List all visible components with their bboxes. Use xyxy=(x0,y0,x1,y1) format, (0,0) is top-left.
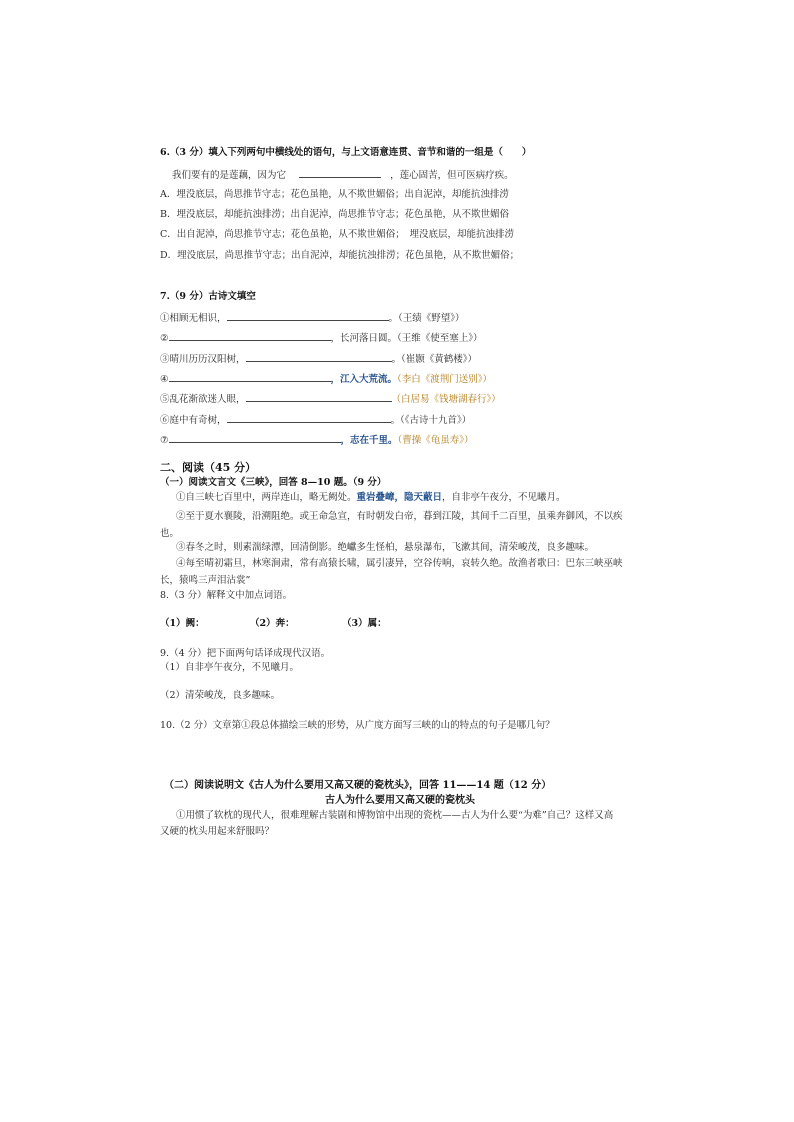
q7-line-4-given: ，江入大荒流。 xyxy=(330,374,398,385)
article-paragraph-1b: 又硬的枕头用起来舒服吗？ xyxy=(160,826,275,837)
q8-item-1: （1）阙： xyxy=(160,618,205,629)
q7-line-7-source: （曹操《龟虽寿》） xyxy=(397,435,474,446)
q7-line-3-blank xyxy=(246,352,392,362)
q7-line-5-pre: ⑤乱花渐欲迷人眼， xyxy=(160,394,246,405)
q7-line-1-blank xyxy=(227,311,389,321)
passage-p1-a: ①自三峡七百里中，两岸连山，略无阙处。 xyxy=(176,492,357,503)
q6-stem: 6.（3 分）填入下列两句中横线处的语句，与上文语意连贯、音节和谐的一组是（ ） xyxy=(160,147,532,158)
q9-sentence-1: （1）自非亭午夜分，不见曦月。 xyxy=(160,662,300,673)
q7-line-2-blank xyxy=(169,331,331,341)
q7-line-7-given: ，志在千里。 xyxy=(340,435,398,446)
passage-paragraph-2b: 也。 xyxy=(160,528,180,539)
passage-paragraph-1 xyxy=(176,492,566,504)
q7-title-text: 7.（9 分）古诗文填空 xyxy=(160,291,256,302)
q6-option-d: D．埋没底层，尚思推节守志；出自泥淖，却能抗浊排涝；花色虽艳，从不欺世媚俗； xyxy=(160,250,520,261)
q7-title xyxy=(160,291,256,303)
q7-line-6-pre: ⑥庭中有奇树， xyxy=(160,415,227,426)
q7-line-2 xyxy=(160,331,483,345)
q9-sentence-2: （2）清荣峻茂，良多趣味。 xyxy=(160,690,281,701)
passage-p1-emphasis: 重岩叠嶂，隐天蔽日 xyxy=(356,492,443,503)
passage-paragraph-2a: ②至于夏水襄陵，沿溯阻绝。或王命急宣，有时朝发白帝，暮到江陵，其间千二百里，虽乘奔御风，不以疾 xyxy=(176,511,623,522)
q7-line-1 xyxy=(160,311,465,325)
q8-item-2: （2）奔： xyxy=(250,618,295,629)
q7-line-5-blank xyxy=(246,392,392,402)
q8-stem: 8.（3 分）解释文中加点词语。 xyxy=(160,590,293,601)
q7-line-6-post: 。（《古诗十九首》） xyxy=(390,415,472,426)
q7-line-4-pre: ④ xyxy=(160,374,169,385)
q6-option-c: C．出自泥淖，尚思推节守志；花色虽艳，从不欺世媚俗； 埋没底层，却能抗浊排涝 xyxy=(160,229,515,240)
q7-line-5-source: （白居易《钱塘湖春行》） xyxy=(391,394,501,405)
q7-line-2-pre: ② xyxy=(160,333,169,344)
q7-line-5 xyxy=(160,392,501,406)
q7-line-1-pre: ①相顾无相识， xyxy=(160,313,227,324)
q6-blank xyxy=(299,168,381,178)
q10-stem: 10.（2 分）文章第①段总体描绘三峡的形势，从广度方面写三峡的山的特点的句子是哪几句？ xyxy=(160,720,555,731)
q7-line-6 xyxy=(160,413,471,427)
q6-option-b: B．埋没底层，却能抗浊排涝；出自泥淖，尚思推节守志；花色虽艳，从不欺世媚俗 xyxy=(160,209,509,220)
reading-part2-title: （二）阅读说明文《古人为什么要用又高又硬的瓷枕头》，回答 11——14 题（12 分） xyxy=(164,780,552,791)
q7-line-4-source: （李白《渡荆门送别》） xyxy=(397,374,493,385)
passage-paragraph-3: ③春冬之时，则素湍绿潭，回清倒影。绝巘多生怪柏，悬泉瀑布，飞漱其间，清荣峻茂，良多趣味。 xyxy=(176,542,595,553)
q7-line-3 xyxy=(160,352,477,366)
q6-intro xyxy=(172,168,514,182)
q6-intro-b: ，莲心固苦，但可医病疗疾。 xyxy=(390,170,514,181)
q9-stem: 9.（4 分）把下面两句话译成现代汉语。 xyxy=(160,648,331,659)
q7-line-3-pre: ③晴川历历汉阳树， xyxy=(160,354,246,365)
q7-line-6-blank xyxy=(227,413,391,423)
q8-item-3: （3）属： xyxy=(342,618,387,629)
q7-line-7 xyxy=(160,433,474,447)
passage-paragraph-4a: ④每至晴初霜旦，林寒涧肃，常有高猿长啸，属引凄异，空谷传响，哀转久绝。故渔者歌曰：巴东三峡巫峡 xyxy=(176,558,623,569)
q7-line-7-blank xyxy=(169,433,341,443)
q7-line-1-post: 。（王绩《野望》） xyxy=(388,313,465,324)
q7-line-2-post: ，长河落日圆。（王维《使至塞上》） xyxy=(330,333,483,344)
article-title: 古人为什么要用又高又硬的瓷枕头 xyxy=(325,795,475,806)
q7-line-4-blank xyxy=(169,372,331,382)
q7-line-7-pre: ⑦ xyxy=(160,435,169,446)
q7-line-4 xyxy=(160,372,492,386)
q6-option-a: A．埋没底层，尚思推节守志；花色虽艳，从不欺世媚俗；出自泥淖，却能抗浊排涝 xyxy=(160,189,509,200)
q7-line-3-post: 。（崔颢《黄鹤楼》） xyxy=(391,354,478,365)
passage-p1-c: ，自非亭午夜分，不见曦月。 xyxy=(442,492,566,503)
reading-section-title: 二、阅读（45 分） xyxy=(160,461,257,474)
q6-intro-a: 我们要有的是莲藕，因为它 xyxy=(172,170,287,181)
passage-paragraph-4b: 长，猿鸣三声泪沾裳” xyxy=(160,575,251,586)
article-paragraph-1a: ①用惯了软枕的现代人，很难理解古装剧和博物馆中出现的瓷枕——古人为什么要“为难”自己？这样又高 xyxy=(176,810,614,821)
reading-part1-title: （一）阅读文言文《三峡》，回答 8—10 题。（9 分） xyxy=(160,477,387,488)
